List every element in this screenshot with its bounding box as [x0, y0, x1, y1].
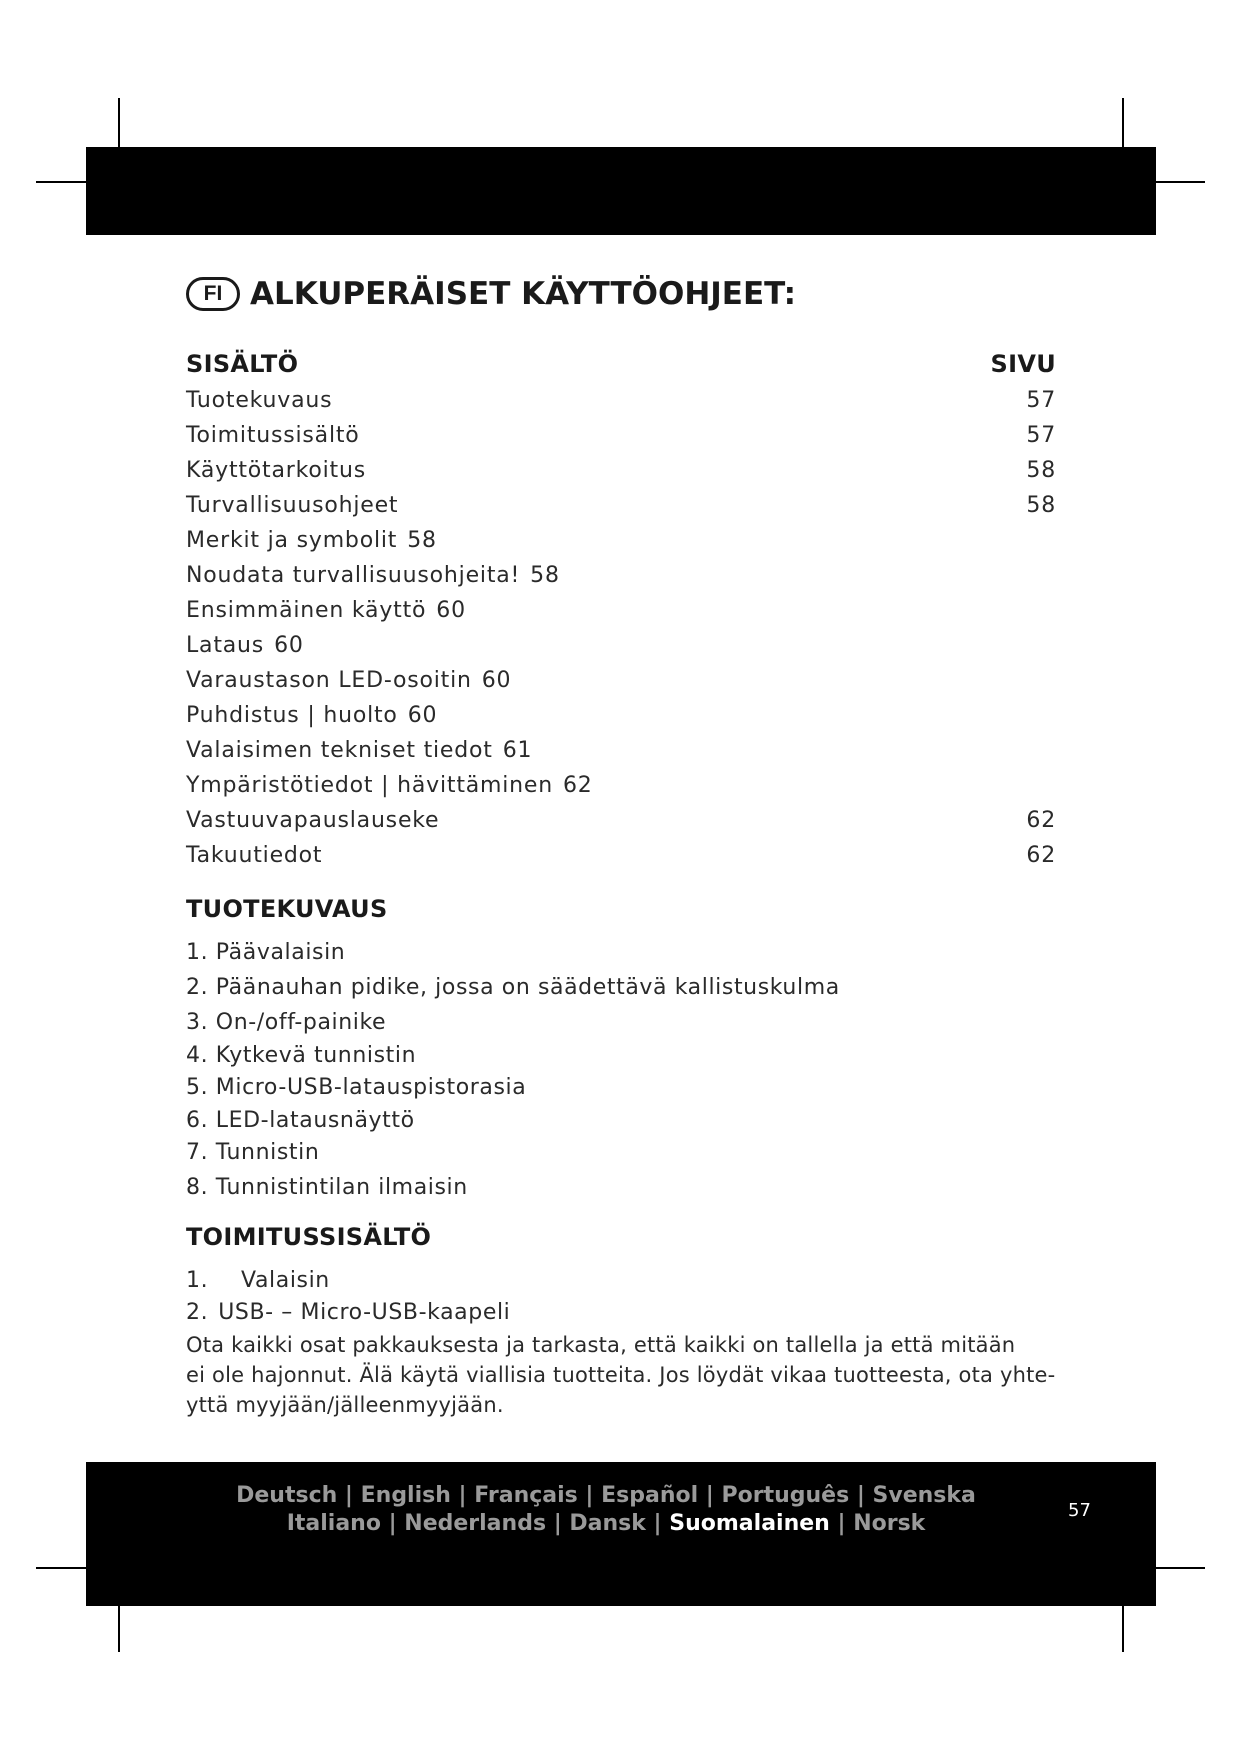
table-of-contents	[186, 383, 1056, 873]
list-item	[186, 1298, 1056, 1326]
language-badge: FI	[186, 277, 240, 311]
toc-row	[186, 418, 1056, 453]
list-item	[186, 1263, 1056, 1298]
toc-label: Vastuuvapauslauseke	[186, 808, 440, 833]
page-title	[186, 276, 796, 312]
toc-row	[186, 558, 1056, 593]
delivery-heading: TOIMITUSSISÄLTÖ	[186, 1223, 432, 1251]
header-bar	[86, 147, 1156, 235]
item-number: 1.	[186, 1268, 209, 1293]
toc-label: Käyttötarkoitus	[186, 458, 366, 483]
list-item: 2. Päänauhan pidike, jossa on säädettävä kallistuskulma	[186, 975, 840, 1000]
language-line: Deutsch | English | Français | Español | Português | Svenska	[236, 1483, 976, 1508]
toc-page: 60	[481, 668, 512, 693]
toc-entry	[186, 633, 304, 658]
language-text: | Norsk	[837, 1511, 926, 1536]
toc-entry	[186, 528, 437, 553]
item-number: 2.	[186, 1299, 209, 1325]
list-item: 6. LED-latausnäyttö	[186, 1107, 415, 1133]
toc-label: Turvallisuusohjeet	[186, 493, 399, 518]
toc-label: Ensimmäinen käyttö	[186, 598, 427, 623]
paragraph-line: Ota kaikki osat pakkauksesta ja tarkasta, että kaikki on tallella ja että mitään	[186, 1333, 1016, 1357]
toc-row	[186, 803, 1056, 838]
toc-row	[186, 488, 1056, 523]
toc-label: Varaustason LED-osoitin	[186, 668, 472, 693]
toc-row	[186, 663, 1056, 698]
language-list	[186, 1482, 1026, 1538]
product-list	[186, 935, 1056, 1205]
paragraph-line: yttä myyjään/jälleenmyyjään.	[186, 1393, 504, 1417]
toc-label: Valaisimen tekniset tiedot	[186, 738, 493, 763]
toc-label: Ympäristötiedot | hävittäminen	[186, 773, 553, 798]
toc-heading: SISÄLTÖ	[186, 350, 299, 378]
delivery-list	[186, 1263, 1056, 1326]
list-item: 7. Tunnistin	[186, 1140, 320, 1165]
toc-row	[186, 383, 1056, 418]
list-item: 1. Päävalaisin	[186, 940, 346, 965]
toc-row	[186, 768, 1056, 803]
language-line	[186, 1510, 1026, 1538]
toc-entry	[186, 598, 466, 623]
item-text: USB- – Micro-USB-kaapeli	[218, 1299, 511, 1325]
toc-page: 61	[502, 738, 533, 763]
toc-page: 62	[1026, 808, 1056, 833]
toc-page: 58	[1026, 458, 1056, 483]
toc-row	[186, 523, 1056, 558]
toc-page: 58	[530, 563, 560, 588]
toc-row	[186, 453, 1056, 488]
paragraph-line: ei ole hajonnut. Älä käytä viallisia tuotteita. Jos löydät vikaa tuotteesta, ota yhte-	[186, 1363, 1056, 1387]
toc-row	[186, 593, 1056, 628]
language-text: Italiano | Nederlands | Dansk |	[286, 1511, 662, 1536]
toc-page-heading: SIVU	[990, 350, 1056, 378]
toc-entry	[186, 738, 532, 763]
toc-page: 62	[1026, 843, 1056, 868]
toc-entry	[186, 773, 593, 798]
toc-label: Takuutiedot	[186, 843, 323, 868]
list-item: 3. On-/off-painike	[186, 1010, 387, 1035]
toc-page: 62	[563, 773, 593, 798]
toc-label: Merkit ja symbolit	[186, 528, 398, 553]
title-text: ALKUPERÄISET KÄYTTÖOHJEET:	[250, 276, 797, 312]
toc-row	[186, 698, 1056, 733]
toc-page: 58	[407, 528, 437, 553]
toc-label: Noudata turvallisuusohjeita!	[186, 563, 521, 588]
toc-label: Toimitussisältö	[186, 423, 360, 448]
delivery-section	[186, 1223, 1056, 1420]
toc-page: 60	[274, 633, 304, 658]
toc-entry	[186, 703, 437, 728]
list-item: 4. Kytkevä tunnistin	[186, 1042, 417, 1068]
toc-label: Tuotekuvaus	[186, 388, 333, 413]
delivery-paragraph	[186, 1330, 1056, 1420]
product-section	[186, 895, 1056, 1205]
toc-page: 60	[407, 703, 438, 728]
toc-entry	[186, 563, 560, 588]
toc-row	[186, 628, 1056, 663]
toc-label: Puhdistus | huolto	[186, 703, 398, 728]
toc-page: 57	[1026, 423, 1056, 448]
product-heading: TUOTEKUVAUS	[186, 895, 388, 923]
toc-row	[186, 733, 1056, 768]
toc-page: 58	[1026, 493, 1056, 518]
active-language: Suomalainen	[669, 1511, 830, 1536]
toc-entry	[186, 668, 511, 693]
toc-label: Lataus	[186, 633, 265, 658]
toc-page: 60	[436, 598, 466, 623]
page-number: 57	[1068, 1500, 1091, 1521]
list-item: 5. Micro-USB-latauspistorasia	[186, 1075, 527, 1100]
list-item: 8. Tunnistintilan ilmaisin	[186, 1175, 468, 1200]
toc-page: 57	[1026, 388, 1056, 413]
toc-header	[186, 350, 1056, 378]
item-text: Valaisin	[241, 1268, 330, 1293]
toc-row	[186, 838, 1056, 873]
